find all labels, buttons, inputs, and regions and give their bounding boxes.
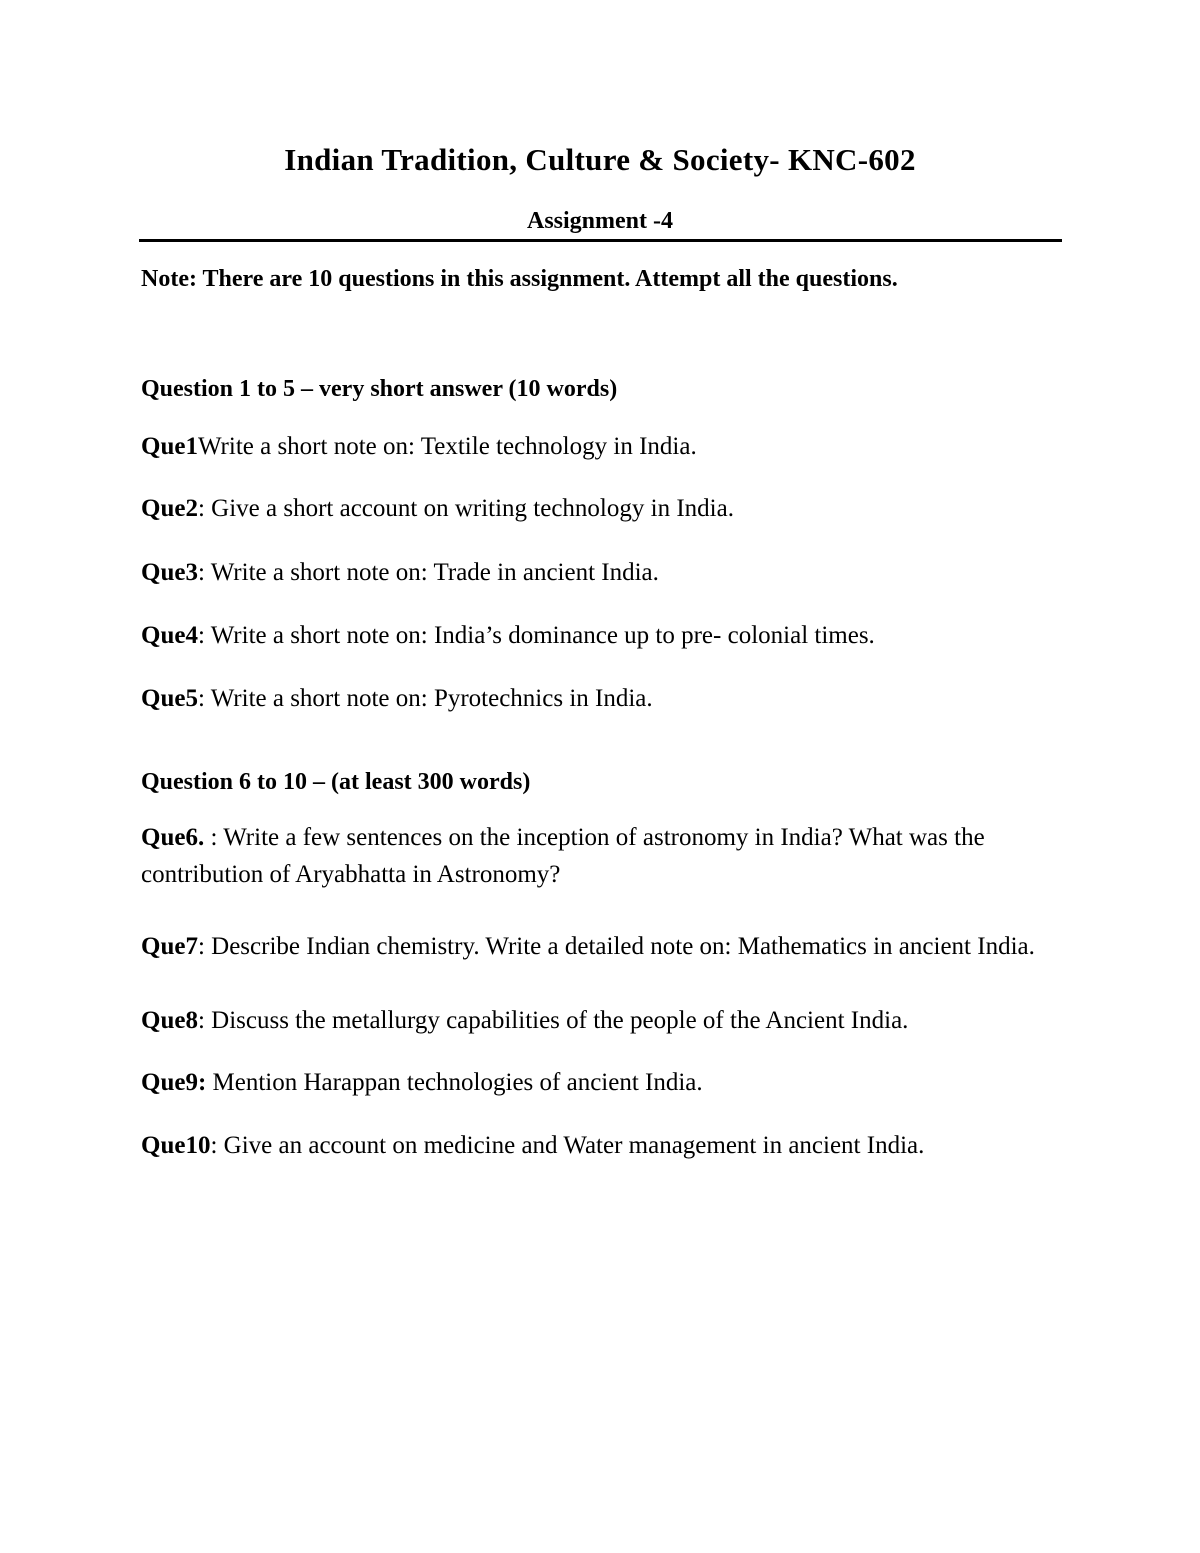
- question-label: Que1: [141, 433, 198, 460]
- question-text: : Discuss the metallurgy capabilities of the people of the Ancient India.: [197, 1007, 909, 1034]
- assignment-subtitle: Assignment -4: [526, 208, 673, 234]
- question-1: [141, 428, 1066, 465]
- section-heading-long-answer: Question 6 to 10 – (at least 300 words): [141, 769, 531, 795]
- question-label: Que9:: [141, 1069, 207, 1096]
- question-label: Que4: [141, 622, 198, 649]
- question-label: Que6.: [141, 824, 205, 851]
- question-text: : Give an account on medicine and Water management in ancient India.: [210, 1132, 925, 1159]
- question-text: : Describe Indian chemistry. Write a detailed note on: Mathematics in ancient India.: [197, 933, 1035, 960]
- question-6: [141, 819, 1066, 893]
- question-8: [141, 1002, 1066, 1039]
- question-text: : Give a short account on writing technology in India.: [197, 495, 734, 522]
- question-4: [141, 617, 1066, 654]
- assignment-note: Note: There are 10 questions in this assignment. Attempt all the questions.: [141, 266, 898, 292]
- question-label: Que8: [141, 1007, 198, 1034]
- question-label: Que3: [141, 559, 198, 586]
- question-text: : Write a few sentences on the inception of astronomy in India? What was the contribution of Aryabhatta in Astronomy?: [141, 824, 985, 888]
- question-text: : Write a short note on: Trade in ancient India.: [197, 559, 659, 586]
- question-label: Que2: [141, 495, 198, 522]
- question-label: Que7: [141, 933, 198, 960]
- question-3: [141, 554, 1066, 591]
- section-heading-short-answer: Question 1 to 5 – very short answer (10 words): [141, 376, 618, 402]
- question-text: : Write a short note on: Pyrotechnics in India.: [197, 685, 653, 712]
- question-7: [141, 928, 1066, 965]
- question-text: : Write a short note on: India’s dominance up to pre- colonial times.: [197, 622, 875, 649]
- question-text: Write a short note on: Textile technology in India.: [197, 433, 697, 460]
- question-label: Que10: [141, 1132, 211, 1159]
- question-10: [141, 1127, 1066, 1164]
- question-label: Que5: [141, 685, 198, 712]
- question-2: [141, 490, 1066, 527]
- question-9: [141, 1064, 1066, 1101]
- question-text: Mention Harappan technologies of ancient India.: [206, 1069, 703, 1096]
- question-5: [141, 680, 1066, 717]
- document-title: Indian Tradition, Culture & Society- KNC-602: [284, 142, 916, 177]
- header-divider: [139, 239, 1062, 242]
